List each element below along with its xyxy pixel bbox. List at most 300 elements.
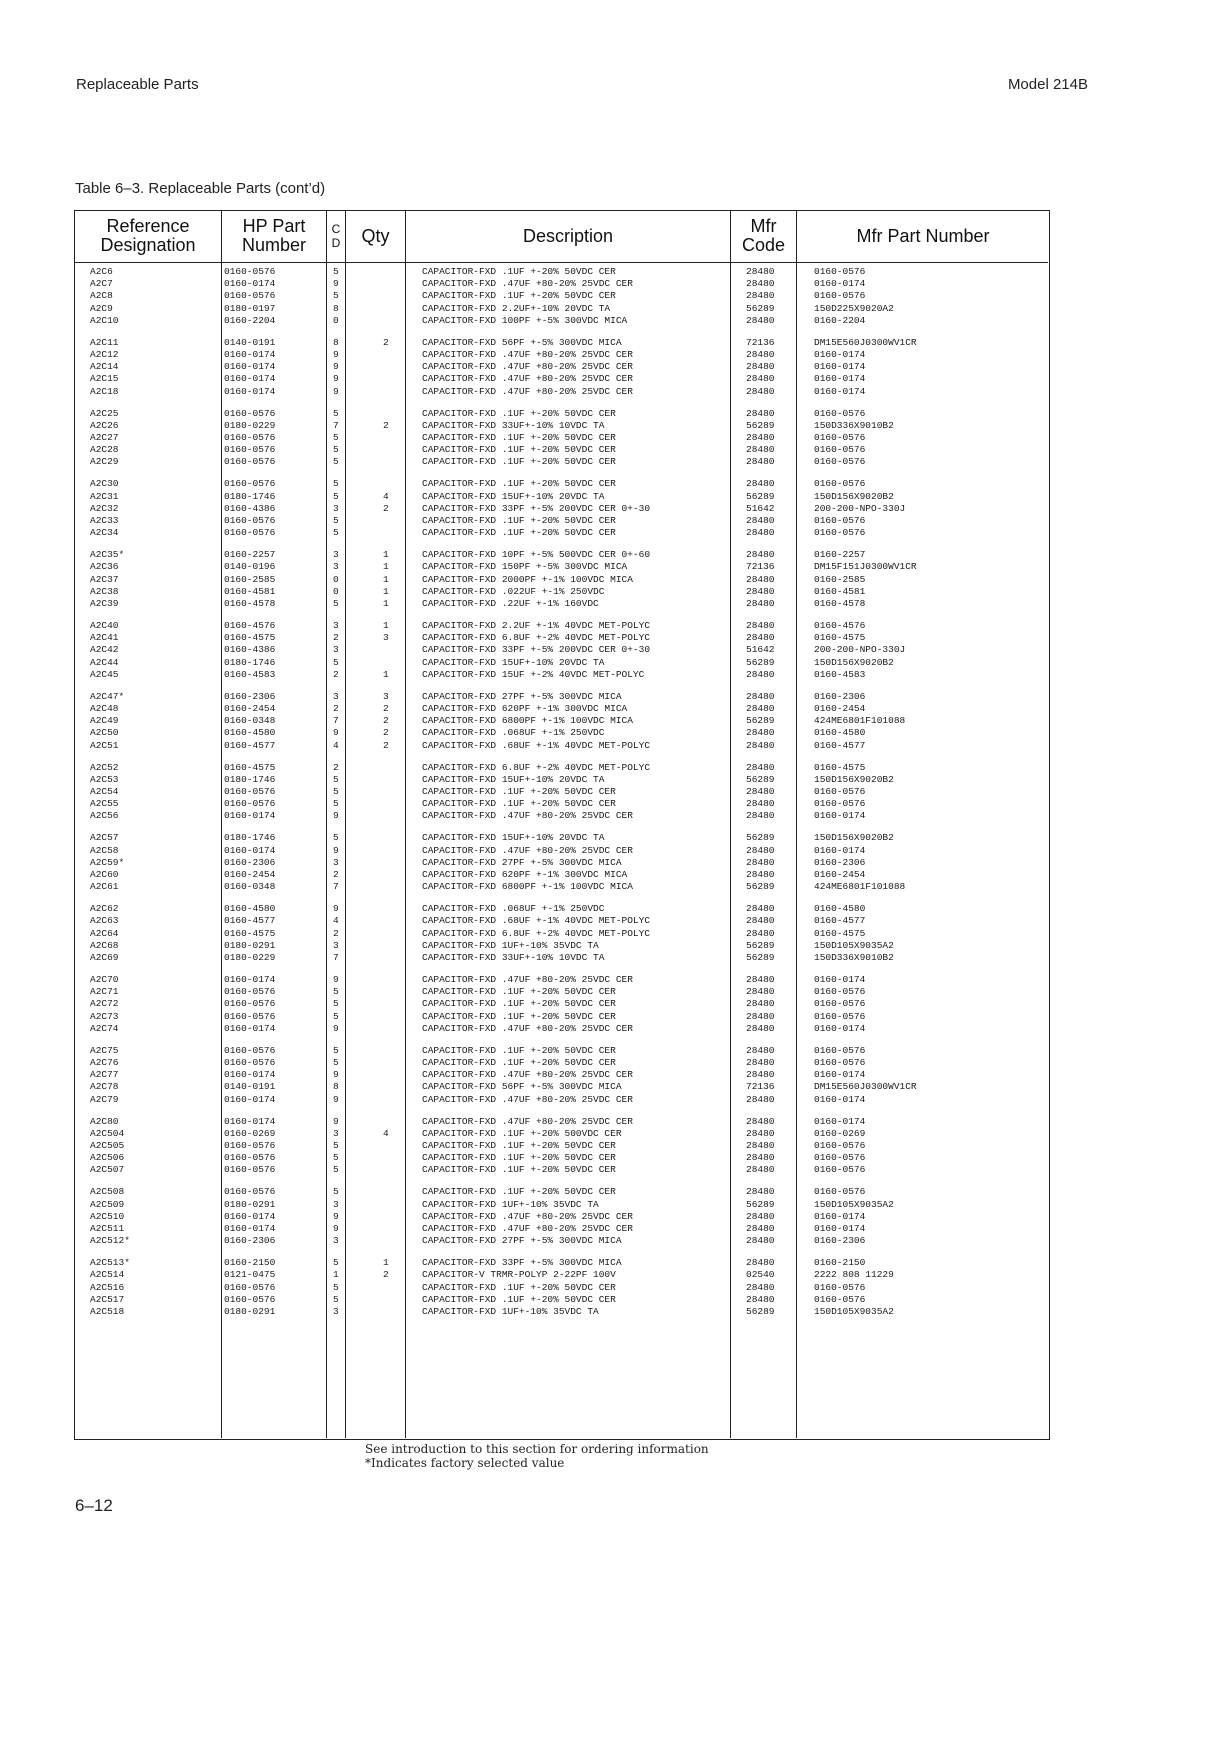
mfr-part-number: 0160-4575 — [814, 632, 866, 644]
mfr-code: 28480 — [746, 456, 775, 468]
table-row — [74, 727, 1050, 739]
reference-designation: A2C40 — [90, 619, 119, 631]
table-row — [74, 1128, 1050, 1140]
cd-digit: 8 — [333, 302, 339, 314]
reference-designation: A2C56 — [90, 810, 119, 822]
description: CAPACITOR-FXD .47UF +80-20% 25VDC CER — [422, 844, 633, 856]
description: CAPACITOR-FXD .1UF +-20% 50VDC CER — [422, 407, 616, 419]
hp-part-number: 0160-0269 — [224, 1127, 276, 1139]
description: CAPACITOR-FXD 100PF +-5% 300VDC MICA — [422, 314, 628, 326]
mfr-code: 28480 — [746, 431, 775, 443]
description: CAPACITOR-FXD .1UF +-20% 50VDC CER — [422, 1164, 616, 1176]
reference-designation: A2C33 — [90, 514, 119, 526]
cd-digit: 5 — [333, 986, 339, 998]
description: CAPACITOR-FXD .47UF +80-20% 25VDC CER — [422, 1093, 633, 1105]
mfr-code: 28480 — [746, 514, 775, 526]
mfr-code: 28480 — [746, 585, 775, 597]
hp-part-number: 0140-0196 — [224, 561, 276, 573]
mfr-part-number: 0160-0576 — [814, 1152, 866, 1164]
table-row — [74, 1269, 1050, 1281]
reference-designation: A2C72 — [90, 998, 119, 1010]
table-row — [74, 1057, 1050, 1069]
table-row — [74, 303, 1050, 315]
cd-digit: 4 — [333, 915, 339, 927]
mfr-part-number: 424ME6801F101088 — [814, 881, 906, 893]
description: CAPACITOR-FXD .1UF +-20% 50VDC CER — [422, 1139, 616, 1151]
reference-designation: A2C9 — [90, 302, 113, 314]
mfr-code: 28480 — [746, 1069, 775, 1081]
description: CAPACITOR-FXD .1UF +-20% 50VDC CER — [422, 478, 616, 490]
description: CAPACITOR-FXD 27PF +-5% 300VDC MICA — [422, 1235, 622, 1247]
quantity: 3 — [383, 690, 389, 702]
cd-digit: 5 — [333, 597, 339, 609]
mfr-code: 28480 — [746, 1115, 775, 1127]
reference-designation: A2C6 — [90, 266, 113, 277]
description: CAPACITOR-FXD 15UF+-10% 20VDC TA — [422, 773, 605, 785]
reference-designation: A2C516 — [90, 1281, 125, 1293]
table-row — [74, 903, 1050, 915]
page-number: 6–12 — [75, 1496, 113, 1515]
hp-part-number: 0180-0197 — [224, 302, 276, 314]
reference-designation: A2C508 — [90, 1186, 125, 1198]
quantity: 1 — [383, 668, 389, 680]
table-row — [74, 845, 1050, 857]
reference-designation: A2C63 — [90, 915, 119, 927]
reference-designation: A2C73 — [90, 1010, 119, 1022]
cd-digit: 5 — [333, 1044, 339, 1056]
description: CAPACITOR-FXD .1UF +-20% 50VDC CER — [422, 798, 616, 810]
description: CAPACITOR-FXD 33PF +-5% 200VDC CER 0+-30 — [422, 502, 651, 514]
hp-part-number: 0180-1746 — [224, 490, 276, 502]
hp-part-number: 0180-1746 — [224, 832, 276, 844]
table-row — [74, 915, 1050, 927]
table-row — [74, 1186, 1050, 1198]
column-header-qty: Qty — [361, 225, 390, 246]
reference-designation: A2C49 — [90, 715, 119, 727]
cd-digit: 5 — [333, 1257, 339, 1269]
mfr-part-number: 0160-2150 — [814, 1257, 866, 1269]
footnote-ordering: See introduction to this section for ordering information — [365, 1442, 709, 1456]
row-group — [74, 266, 1050, 337]
hp-part-number: 0160-0576 — [224, 527, 276, 539]
cd-digit: 9 — [333, 1210, 339, 1222]
mfr-code: 56289 — [746, 881, 775, 893]
table-row — [74, 574, 1050, 586]
cd-digit: 5 — [333, 290, 339, 302]
quantity: 2 — [383, 727, 389, 739]
description: CAPACITOR-FXD .47UF +80-20% 25VDC CER — [422, 361, 633, 373]
table-row — [74, 632, 1050, 644]
table-row — [74, 869, 1050, 881]
reference-designation: A2C74 — [90, 1022, 119, 1034]
reference-designation: A2C12 — [90, 348, 119, 360]
hp-part-number: 0160-2150 — [224, 1257, 276, 1269]
cd-digit: 5 — [333, 407, 339, 419]
row-group — [74, 1257, 1050, 1328]
cd-digit: 9 — [333, 903, 339, 915]
description: CAPACITOR-FXD 56PF +-5% 300VDC MICA — [422, 336, 622, 348]
cd-digit: 5 — [333, 514, 339, 526]
cd-digit: 5 — [333, 266, 339, 277]
hp-part-number: 0180-0291 — [224, 1198, 276, 1210]
mfr-part-number: 2222 808 11229 — [814, 1269, 894, 1281]
reference-designation: A2C70 — [90, 973, 119, 985]
quantity: 2 — [383, 1269, 389, 1281]
cd-digit: 5 — [333, 431, 339, 443]
reference-designation: A2C45 — [90, 668, 119, 680]
quantity: 2 — [383, 715, 389, 727]
cd-digit: 5 — [333, 1010, 339, 1022]
footnote-factory-selected: *Indicates factory selected value — [365, 1456, 565, 1470]
cd-digit: 3 — [333, 549, 339, 561]
reference-designation: A2C69 — [90, 951, 119, 963]
description: CAPACITOR-FXD .022UF +-1% 250VDC — [422, 585, 605, 597]
cd-digit: 3 — [333, 690, 339, 702]
cd-digit: 0 — [333, 573, 339, 585]
mfr-code: 28480 — [746, 903, 775, 915]
table-row — [74, 657, 1050, 669]
cd-digit: 9 — [333, 348, 339, 360]
description: CAPACITOR-FXD .1UF +-20% 50VDC CER — [422, 785, 616, 797]
mfr-part-number: 0160-0174 — [814, 1093, 866, 1105]
reference-designation: A2C38 — [90, 585, 119, 597]
hp-part-number: 0160-0576 — [224, 785, 276, 797]
reference-designation: A2C35* — [90, 549, 125, 561]
reference-designation: A2C58 — [90, 844, 119, 856]
mfr-part-number: 0160-4581 — [814, 585, 866, 597]
description: CAPACITOR-FXD .22UF +-1% 160VDC — [422, 597, 599, 609]
description: CAPACITOR-FXD .1UF +-20% 50VDC CER — [422, 1186, 616, 1198]
table-row — [74, 810, 1050, 822]
table-row — [74, 1094, 1050, 1106]
reference-designation: A2C71 — [90, 986, 119, 998]
hp-part-number: 0160-0174 — [224, 1210, 276, 1222]
hp-part-number: 0160-4386 — [224, 502, 276, 514]
reference-designation: A2C518 — [90, 1305, 125, 1317]
reference-designation: A2C78 — [90, 1081, 119, 1093]
reference-designation: A2C36 — [90, 561, 119, 573]
mfr-part-number: 0160-0174 — [814, 278, 866, 290]
mfr-part-number: 0160-0174 — [814, 1210, 866, 1222]
reference-designation: A2C59* — [90, 856, 125, 868]
reference-designation: A2C42 — [90, 644, 119, 656]
table-row — [74, 1257, 1050, 1269]
cd-digit: 9 — [333, 361, 339, 373]
cd-digit: 5 — [333, 1139, 339, 1151]
mfr-part-number: 0160-0174 — [814, 385, 866, 397]
mfr-code: 28480 — [746, 761, 775, 773]
hp-part-number: 0160-0576 — [224, 431, 276, 443]
description: CAPACITOR-FXD .1UF +-20% 50VDC CER — [422, 1281, 616, 1293]
mfr-part-number: 0160-2454 — [814, 868, 866, 880]
mfr-code: 56289 — [746, 951, 775, 963]
hp-part-number: 0160-2306 — [224, 690, 276, 702]
cd-digit: 2 — [333, 761, 339, 773]
cd-digit: 1 — [333, 1269, 339, 1281]
reference-designation: A2C7 — [90, 278, 113, 290]
mfr-code: 28480 — [746, 1127, 775, 1139]
mfr-code: 28480 — [746, 844, 775, 856]
table-row — [74, 1023, 1050, 1035]
description: CAPACITOR-FXD 620PF +-1% 300VDC MICA — [422, 702, 628, 714]
mfr-part-number: 0160-4583 — [814, 668, 866, 680]
mfr-part-number: DM15F151J0300WV1CR — [814, 561, 917, 573]
description: CAPACITOR-FXD .47UF +80-20% 25VDC CER — [422, 348, 633, 360]
hp-part-number: 0140-0191 — [224, 1081, 276, 1093]
mfr-part-number: 0160-2257 — [814, 549, 866, 561]
cd-digit: 5 — [333, 1293, 339, 1305]
mfr-code: 56289 — [746, 302, 775, 314]
description: CAPACITOR-FXD 1UF+-10% 35VDC TA — [422, 939, 599, 951]
mfr-part-number: 0160-0576 — [814, 444, 866, 456]
description: CAPACITOR-FXD .1UF +-20% 50VDC CER — [422, 527, 616, 539]
table-row — [74, 857, 1050, 869]
column-header-description: Description — [522, 225, 614, 246]
mfr-code: 28480 — [746, 444, 775, 456]
quantity: 2 — [383, 336, 389, 348]
table-row — [74, 620, 1050, 632]
table-row — [74, 1116, 1050, 1128]
mfr-part-number: 0160-0174 — [814, 1115, 866, 1127]
mfr-code: 56289 — [746, 1305, 775, 1317]
table-row — [74, 952, 1050, 964]
cd-digit: 9 — [333, 1093, 339, 1105]
hp-part-number: 0160-0576 — [224, 514, 276, 526]
mfr-code: 28480 — [746, 1093, 775, 1105]
table-row — [74, 703, 1050, 715]
hp-part-number: 0160-0576 — [224, 1152, 276, 1164]
reference-designation: A2C79 — [90, 1093, 119, 1105]
mfr-code: 28480 — [746, 690, 775, 702]
table-row — [74, 1081, 1050, 1093]
hp-part-number: 0160-0174 — [224, 810, 276, 822]
description: CAPACITOR-FXD 6.8UF +-2% 40VDC MET-POLYC — [422, 632, 651, 644]
mfr-part-number: 150D156X9020B2 — [814, 490, 894, 502]
hp-part-number: 0160-0576 — [224, 798, 276, 810]
column-header-cd: C D — [331, 222, 341, 250]
reference-designation: A2C15 — [90, 373, 119, 385]
mfr-code: 28480 — [746, 278, 775, 290]
hp-part-number: 0160-0576 — [224, 478, 276, 490]
description: CAPACITOR-FXD 56PF +-5% 300VDC MICA — [422, 1081, 622, 1093]
reference-designation: A2C47* — [90, 690, 125, 702]
mfr-code: 28480 — [746, 927, 775, 939]
hp-part-number: 0160-4575 — [224, 632, 276, 644]
row-group — [74, 691, 1050, 762]
row-group — [74, 974, 1050, 1045]
reference-designation: A2C51 — [90, 739, 119, 751]
cd-digit: 3 — [333, 1127, 339, 1139]
mfr-code: 28480 — [746, 1056, 775, 1068]
reference-designation: A2C76 — [90, 1056, 119, 1068]
reference-designation: A2C517 — [90, 1293, 125, 1305]
row-group — [74, 1045, 1050, 1116]
mfr-part-number: 150D225X9020A2 — [814, 302, 894, 314]
description: CAPACITOR-FXD .1UF +-20% 50VDC CER — [422, 514, 616, 526]
mfr-part-number: DM15E560J0300WV1CR — [814, 336, 917, 348]
mfr-code: 51642 — [746, 502, 775, 514]
cd-digit: 2 — [333, 668, 339, 680]
mfr-code: 28480 — [746, 373, 775, 385]
mfr-code: 28480 — [746, 668, 775, 680]
table-row — [74, 527, 1050, 539]
table-row — [74, 432, 1050, 444]
hp-part-number: 0160-0348 — [224, 715, 276, 727]
description: CAPACITOR-FXD .1UF +-20% 50VDC CER — [422, 266, 616, 277]
mfr-part-number: 0160-0576 — [814, 1293, 866, 1305]
hp-part-number: 0160-2204 — [224, 314, 276, 326]
table-row — [74, 1011, 1050, 1023]
hp-part-number: 0160-0576 — [224, 1139, 276, 1151]
mfr-part-number: 0160-2585 — [814, 573, 866, 585]
reference-designation: A2C37 — [90, 573, 119, 585]
table-row — [74, 420, 1050, 432]
cd-digit: 9 — [333, 844, 339, 856]
mfr-part-number: 0160-0576 — [814, 998, 866, 1010]
cd-digit: 5 — [333, 1186, 339, 1198]
row-group — [74, 903, 1050, 974]
mfr-code: 28480 — [746, 1222, 775, 1234]
running-header-left: Replaceable Parts — [76, 76, 199, 93]
column-header-hp-part: HP Part Number — [241, 216, 307, 255]
cd-digit: 8 — [333, 1081, 339, 1093]
hp-part-number: 0160-4580 — [224, 727, 276, 739]
mfr-code: 28480 — [746, 632, 775, 644]
mfr-part-number: 0160-4576 — [814, 619, 866, 631]
hp-part-number: 0160-4575 — [224, 761, 276, 773]
mfr-part-number: 0160-0174 — [814, 973, 866, 985]
cd-digit: 9 — [333, 810, 339, 822]
cd-digit: 5 — [333, 1164, 339, 1176]
hp-part-number: 0180-1746 — [224, 773, 276, 785]
table-row — [74, 986, 1050, 998]
quantity: 2 — [383, 502, 389, 514]
table-row — [74, 644, 1050, 656]
reference-designation: A2C75 — [90, 1044, 119, 1056]
mfr-code: 28480 — [746, 1210, 775, 1222]
mfr-part-number: 0160-0576 — [814, 527, 866, 539]
table-row — [74, 998, 1050, 1010]
mfr-code: 28480 — [746, 1186, 775, 1198]
hp-part-number: 0180-0229 — [224, 951, 276, 963]
quantity: 1 — [383, 573, 389, 585]
mfr-code: 28480 — [746, 478, 775, 490]
mfr-code: 28480 — [746, 527, 775, 539]
mfr-code: 28480 — [746, 385, 775, 397]
table-row — [74, 598, 1050, 610]
table-row — [74, 373, 1050, 385]
quantity: 2 — [383, 739, 389, 751]
mfr-code: 56289 — [746, 656, 775, 668]
cd-digit: 2 — [333, 868, 339, 880]
description: CAPACITOR-FXD .1UF +-20% 50VDC CER — [422, 431, 616, 443]
cd-digit: 5 — [333, 656, 339, 668]
mfr-part-number: 0160-0174 — [814, 1069, 866, 1081]
table-row — [74, 478, 1050, 490]
quantity: 1 — [383, 549, 389, 561]
hp-part-number: 0160-0576 — [224, 1056, 276, 1068]
reference-designation: A2C14 — [90, 361, 119, 373]
cd-digit: 9 — [333, 727, 339, 739]
mfr-part-number: 150D156X9020B2 — [814, 656, 894, 668]
cd-digit: 2 — [333, 702, 339, 714]
mfr-part-number: 0160-0576 — [814, 1056, 866, 1068]
cd-digit: 3 — [333, 644, 339, 656]
mfr-part-number: 0160-0174 — [814, 810, 866, 822]
cd-digit: 3 — [333, 1198, 339, 1210]
mfr-part-number: 0160-4577 — [814, 739, 866, 751]
table-row — [74, 1282, 1050, 1294]
cd-digit: 5 — [333, 490, 339, 502]
hp-part-number: 0140-0191 — [224, 336, 276, 348]
cd-digit: 5 — [333, 527, 339, 539]
table-row — [74, 1164, 1050, 1176]
mfr-code: 02540 — [746, 1269, 775, 1281]
description: CAPACITOR-FXD 15UF +-2% 40VDC MET-POLYC — [422, 668, 645, 680]
cd-digit: 9 — [333, 1022, 339, 1034]
cd-digit: 5 — [333, 798, 339, 810]
mfr-code: 72136 — [746, 336, 775, 348]
mfr-code: 28480 — [746, 1293, 775, 1305]
table-row — [74, 408, 1050, 420]
cd-digit: 3 — [333, 561, 339, 573]
mfr-part-number: 0160-4575 — [814, 761, 866, 773]
cd-digit: 5 — [333, 832, 339, 844]
mfr-part-number: 0160-4577 — [814, 915, 866, 927]
hp-part-number: 0160-0576 — [224, 407, 276, 419]
reference-designation: A2C62 — [90, 903, 119, 915]
table-row — [74, 444, 1050, 456]
description: CAPACITOR-FXD 6800PF +-1% 100VDC MICA — [422, 715, 633, 727]
mfr-part-number: 150D156X9020B2 — [814, 832, 894, 844]
table-row — [74, 515, 1050, 527]
hp-part-number: 0160-0174 — [224, 1115, 276, 1127]
mfr-part-number: 0160-0576 — [814, 514, 866, 526]
cd-digit: 2 — [333, 927, 339, 939]
reference-designation: A2C68 — [90, 939, 119, 951]
description: CAPACITOR-FXD .47UF +80-20% 25VDC CER — [422, 1222, 633, 1234]
table-row — [74, 762, 1050, 774]
description: CAPACITOR-FXD 1UF+-10% 35VDC TA — [422, 1198, 599, 1210]
description: CAPACITOR-FXD .47UF +80-20% 25VDC CER — [422, 1210, 633, 1222]
reference-designation: A2C41 — [90, 632, 119, 644]
quantity: 4 — [383, 490, 389, 502]
mfr-part-number: 0160-0174 — [814, 844, 866, 856]
reference-designation: A2C507 — [90, 1164, 125, 1176]
hp-part-number: 0160-0174 — [224, 1093, 276, 1105]
mfr-code: 28480 — [746, 702, 775, 714]
hp-part-number: 0160-4581 — [224, 585, 276, 597]
reference-designation: A2C60 — [90, 868, 119, 880]
mfr-part-number: 0160-0576 — [814, 266, 866, 277]
description: CAPACITOR-FXD 150PF +-5% 300VDC MICA — [422, 561, 628, 573]
mfr-code: 28480 — [746, 361, 775, 373]
description: CAPACITOR-FXD 6.8UF +-2% 40VDC MET-POLYC — [422, 927, 651, 939]
table-row — [74, 1211, 1050, 1223]
reference-designation: A2C8 — [90, 290, 113, 302]
hp-part-number: 0160-0576 — [224, 1293, 276, 1305]
mfr-part-number: 150D105X9035A2 — [814, 939, 894, 951]
cd-digit: 9 — [333, 973, 339, 985]
description: CAPACITOR-FXD .47UF +80-20% 25VDC CER — [422, 973, 633, 985]
mfr-code: 28480 — [746, 1152, 775, 1164]
mfr-part-number: 0160-4575 — [814, 927, 866, 939]
description: CAPACITOR-FXD .68UF +-1% 40VDC MET-POLYC — [422, 739, 651, 751]
reference-designation: A2C55 — [90, 798, 119, 810]
table-row — [74, 491, 1050, 503]
description: CAPACITOR-FXD .47UF +80-20% 25VDC CER — [422, 1069, 633, 1081]
reference-designation: A2C30 — [90, 478, 119, 490]
